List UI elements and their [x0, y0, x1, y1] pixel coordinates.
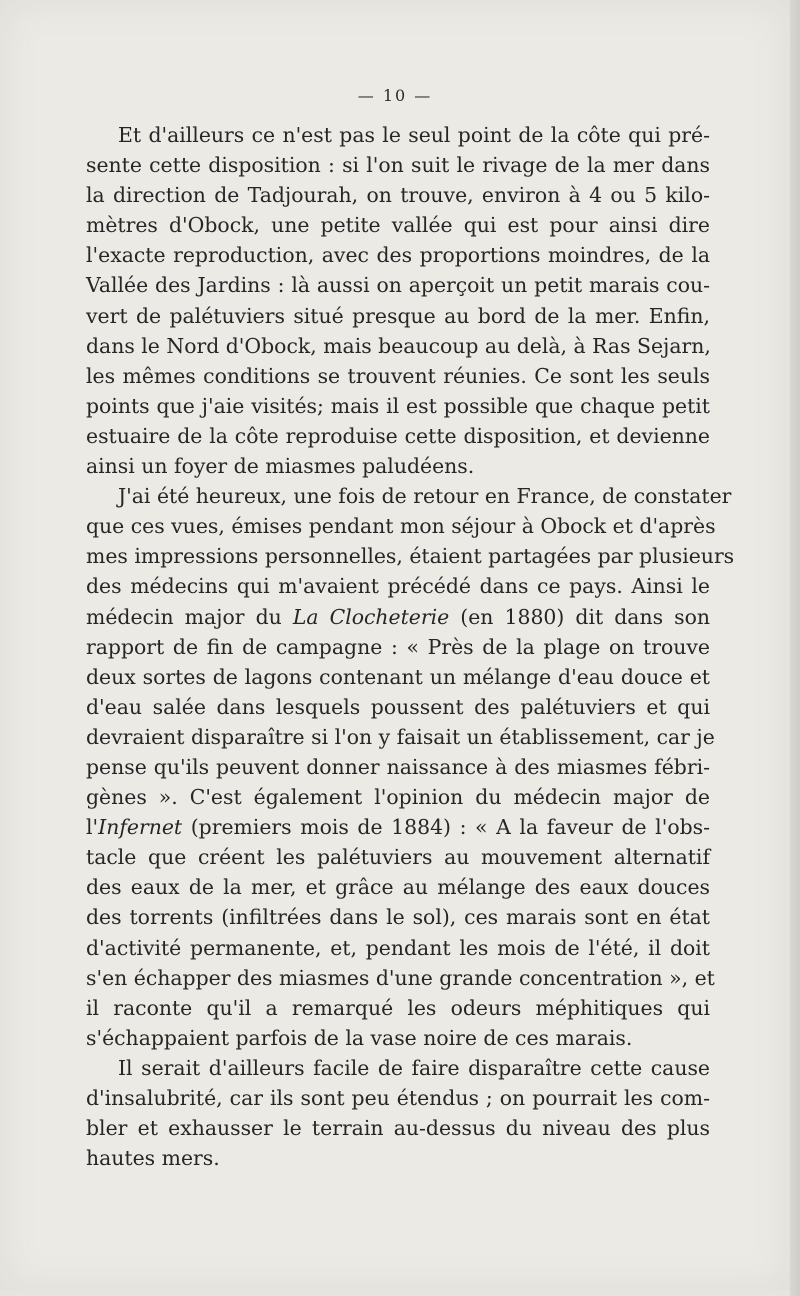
text-line: la direction de Tadjourah, on trouve, environ à 4 ou 5 kilo- [86, 183, 710, 208]
text-line: mes impressions personnelles, étaient partagées par plusieurs [86, 544, 735, 569]
text-line: des médecins qui m'avaient précédé dans ce pays. Ainsi le [86, 574, 710, 599]
text-line: gènes ». C'est également l'opinion du médecin major de [86, 785, 710, 810]
text-line: des torrents (infiltrées dans le sol), ces marais sont en état [86, 905, 710, 930]
text-line: d'insalubrité, car ils sont peu étendus ; on pourrait les com- [86, 1086, 710, 1110]
text-line: dans le Nord d'Obock, mais beaucoup au delà, à Ras Sejarn, [86, 333, 711, 358]
text-line: sente cette disposition : si l'on suit le rivage de la mer dans [86, 153, 710, 178]
text-line: J'ai été heureux, une fois de retour en France, de constater [118, 484, 732, 509]
text-line: s'échappaient parfois de la vase noire de ces marais. [86, 1025, 633, 1050]
text-line: ainsi un foyer de miasmes paludéens. [86, 454, 475, 479]
page-edge [790, 0, 800, 1296]
ship-name: La Clocheterie [292, 604, 450, 629]
text-line: s'en échapper des miasmes d'une grande concentration », et [86, 965, 715, 990]
ship-name: Infernet [98, 815, 183, 840]
text-segment: (premiers mois de 1884) : « A la faveur de l'obs- [182, 815, 710, 840]
text-line: rapport de fin de campagne : « Près de la plage on trouve [86, 634, 710, 659]
text-line: l'exacte reproduction, avec des proportions moindres, de la [86, 243, 710, 268]
text-line: devraient disparaître si l'on y faisait un établissement, car je [86, 724, 715, 749]
text-line: Il serait d'ailleurs facile de faire disparaître cette cause [118, 1055, 710, 1080]
page-number: — 10 — [357, 86, 433, 105]
text-line: des eaux de la mer, et grâce au mélange des eaux douces [86, 875, 710, 900]
text-segment: (en 1880) dit dans son [449, 604, 711, 629]
text-line: tacle que créent les palétuviers au mouvement alternatif [86, 845, 710, 870]
text-line: que ces vues, émises pendant mon séjour à Obock et d'après [86, 514, 716, 539]
text-line: estuaire de la côte reproduise cette disposition, et devienne [86, 423, 710, 448]
text-line [86, 602, 710, 632]
text-line: d'eau salée dans lesquels poussent des palétuviers et qui [86, 694, 710, 719]
text-line: Et d'ailleurs ce n'est pas le seul point de la côte qui pré- [118, 123, 710, 147]
text-line: hautes mers. [86, 1146, 220, 1171]
text-line: d'activité permanente, et, pendant les mois de l'été, il doit [86, 935, 710, 960]
text-line: il raconte qu'il a remarqué les odeurs méphitiques qui [86, 995, 710, 1020]
text-line: les mêmes conditions se trouvent réunies. Ce sont les seuls [86, 363, 710, 388]
text-line: mètres d'Obock, une petite vallée qui est pour ainsi dire [86, 213, 710, 238]
text-line: points que j'aie visités; mais il est possible que chaque petit [86, 393, 710, 418]
text-line: deux sortes de lagons contenant un mélange d'eau douce et [86, 664, 710, 689]
text-line: Vallée des Jardins : là aussi on aperçoit un petit marais cou- [86, 273, 710, 298]
text-line [86, 812, 710, 842]
body-text [86, 120, 735, 1173]
text-line: bler et exhausser le terrain au-dessus du niveau des plus [86, 1116, 710, 1141]
text-segment: l' [86, 815, 99, 840]
text-line: pense qu'ils peuvent donner naissance à des miasmes fébri- [86, 754, 710, 779]
text-segment: médecin major du [86, 604, 293, 629]
text-line: vert de palétuviers situé presque au bord de la mer. Enfin, [86, 303, 710, 328]
